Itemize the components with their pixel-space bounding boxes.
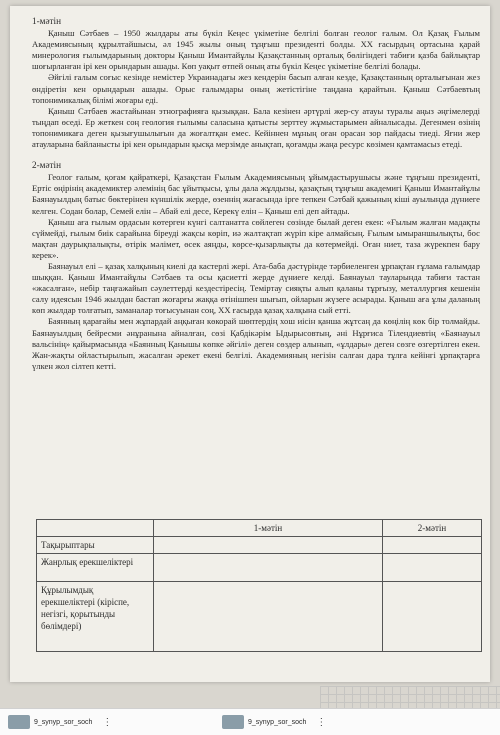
text1-heading: 1-мәтін <box>32 16 62 26</box>
more-options-icon[interactable]: ⋮ <box>102 716 113 728</box>
file-tab-1[interactable] <box>8 713 112 731</box>
text2-paragraph-3: Баянауыл елі – қазақ халқының киелі да кастерлі жері. Ата-баба дәстүрінде тәрбиеленген ұрпақтан ғұлама ғалымдар шыққан. Қаныш Имантайұлы Сәтбаев та осы қасиетті жерде дүниеге келді. Баянауыл тауларында табиғи тастан «жасалған», небір таңғажайып сәулеттерді кездестіресің. Теміртау сияқты алып қаланы тұрғызу, металлургия кешенін салу идеясын 1946 жылдан бастап жоғарғы жаққа өтінішпен шығып, ойларын жүзеге асырады. Қаныш аға ұлы даланың көп жылдар толғатып, заманалар тоғысуынан соң, ХХ ғасырда қазақ халқына сый етті. <box>32 260 480 316</box>
table-row-label: Құрылымдық ерекшеліктері (кіріспе, негізгі, қорытынды бөлімдері) <box>37 582 154 652</box>
table-row <box>37 554 482 582</box>
table-cell <box>154 582 383 652</box>
table-cell <box>383 582 482 652</box>
table-row <box>37 537 482 554</box>
table-cell <box>383 537 482 554</box>
grid-paper-background <box>320 686 500 708</box>
text-body <box>32 16 480 372</box>
table-cell <box>154 554 383 582</box>
text1-paragraph-3: Қаныш Сәтбаев жастайынан этнографияға қызыққан. Бала кезінен әртүрлі жер-су атауы туралы аңыз әңгімелерді тыңдап өседі. Ер жеткен соң геология ғылымы саласына қатысты зерттеу жұмыстарымен айналысады. Дегенмен өзінің топонимикаға деген қызығушылығын да жоғалтқан емес. Кейіннен мұның оған орасан зор пайдасы тиеді. Яғни жер атауларына байланысты ірі кен орындарын қысқа мерзімде анықтап, қоғамды жаңа ресурс көзімен қамтамасыз етеді. <box>32 105 480 150</box>
text1-paragraph-1: Қаныш Сәтбаев – 1950 жылдары аты бүкіл Кеңес үкіметіне белгілі болған геолог ғалым. Ол Қазақ Ғылым Академиясының құрылтайшысы, әл 1945 жылы оның тұңғыш президенті болды. ХХ ғасырдың ортасына қарай минерология ғылымдарының докторы Қаныш Имантайұлы Қазақстанның орталық бөлігіндегі табиғи қазба байлықтар шоғырланған ірі кен орындарын ашады. Көп уақыт өтпей оның аты бүкіл Кеңес үкіметіне белгілі болады. <box>32 28 480 72</box>
text2-heading: 2-мәтін <box>32 160 62 171</box>
table-cell <box>154 537 383 554</box>
taskbar <box>0 708 500 735</box>
table-header-cell: 2-мәтін <box>383 520 482 537</box>
table-row <box>37 582 482 652</box>
text2-paragraph-4: Баянның қарағайы мен жұпардай аңқыған көкорай шөптердің хош иісін қанша жұтсаң да көңілің көк бір толмайды. Баянауылдың бейресми әнұранына айналған, сөзі Қабдікәрім Ыдырысовтың, әні Нұрғиса Тілендиевтің «Баянауыл вальсінің» қайырмасында «Баянның Қанышы көпке әйгілі» деген сөздер алынып, «ұлдары» деген сөзге өзгертілген екен. Жан-жақты ойластырылып, жасалған әрекет екені белгілі. Академияның негізін салған дара тұлға кейінгі ұрпақтарға үлкен жол сілтеп кетті. <box>32 316 480 371</box>
file-thumbnail-icon <box>222 715 244 729</box>
table-row-label: Тақырыптары <box>37 537 154 554</box>
table-row-label: Жанрлық ерекшеліктері <box>37 554 154 582</box>
text2-paragraph-2: Қаныш аға ғылым ордасын көтерген күнгі салтанатта сөйлеген сөзінде былай деген екен: «Ғылым жалған мадақты сүймейді, ғылым биік сарайына біреуді жақсы көріп, иә жалтақтап жүріп кіре алмайсың. Ғылым ымыраншылықты, бос мақтан даурықпалықты, өтірік мәлімет, өсек аяңды, көрсе-қызарлықты да көтермейді. Оған ниет, таза жүрекпен бару керек». <box>32 216 480 260</box>
table-header-row <box>37 520 482 537</box>
file-tab-label: 9_synyp_sor_soch <box>248 718 307 726</box>
file-thumbnail-icon <box>8 715 30 729</box>
text1-paragraph-2: Әйгілі ғалым соғыс кезінде немістер Украинадағы жез кендерін басып алған кезде, Қазақстанның орталығынан жез өндіретін кен орындарын ашады. Орыс ғалымдары оның жетістігіне таңдана қарайтын. Қаныш Сәтбаевтың топонимикалық білімі жоғары еді. <box>32 72 480 105</box>
file-tab-label: 9_synyp_sor_soch <box>34 718 93 726</box>
comparison-table <box>36 519 482 652</box>
file-tab-2[interactable] <box>222 713 326 731</box>
table-cell <box>383 554 482 582</box>
table-header-cell <box>37 520 154 537</box>
table-header-cell: 1-мәтін <box>154 520 383 537</box>
text2-paragraph-1: Геолог ғалым, қоғам қайраткері, Қазақстан Ғылым Академиясының ұйымдастырушысы және тұңғыш президенті, Ертіс өңірінің академиктер әлемінің бас ұйытқысы, ұлы дала жұлдызы, қазақтың тұңғыш академигі Қаныш Имантайұлы Баянауылдың батыс бөктерінен күншілік жерде, өзеннің жағасында ірге тепкен Сәтбай қажының кіші ауылында дүниеге келген. Содан болар, Семей елін – Абай елі десе, Керекү елін – Қаныш елі деп айтады. <box>32 172 480 216</box>
more-options-icon[interactable]: ⋮ <box>316 716 327 728</box>
